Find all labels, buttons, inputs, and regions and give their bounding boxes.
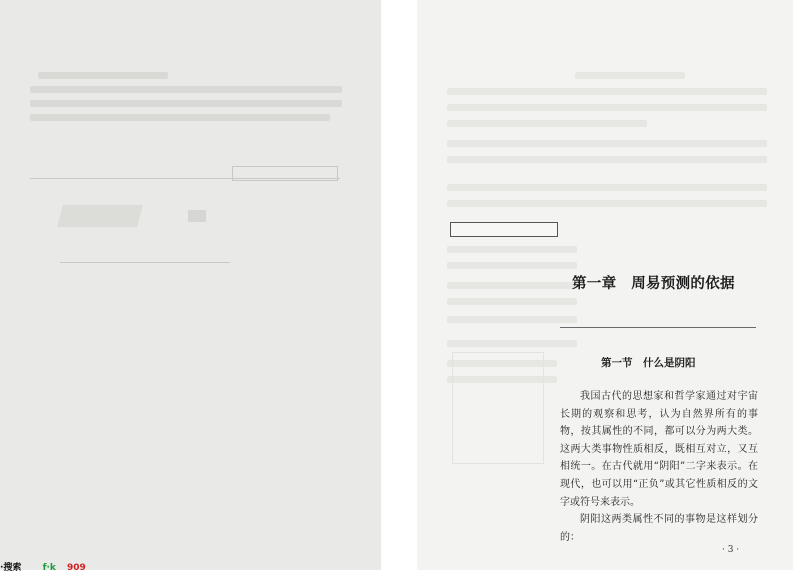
- right-ghost-line: [447, 184, 767, 191]
- body-text: [560, 388, 758, 546]
- chapter-header-box: [450, 222, 558, 237]
- right-ghost-line: [447, 104, 767, 111]
- left-ghost-line: [30, 114, 330, 121]
- right-ghost-line: [447, 88, 767, 95]
- right-ghost-line: [447, 200, 767, 207]
- right-ghost-line: [447, 246, 577, 253]
- corner-label-red: 909: [67, 563, 86, 573]
- section-title: 第一节 什么是阴阳: [601, 357, 696, 369]
- left-ghost-rule: [60, 262, 230, 263]
- corner-label-black: ·搜索: [0, 563, 22, 573]
- left-ghost-chapter-title: [57, 205, 143, 227]
- left-running-header: [38, 72, 168, 79]
- right-ghost-line: [447, 340, 577, 347]
- right-ghost-header: [575, 72, 685, 79]
- right-ghost-line: [447, 298, 577, 305]
- left-ghost-line: [30, 100, 342, 107]
- paragraph: 我国古代的思想家和哲学家通过对宇宙长期的观察和思考，认为自然界所有的事物，按其属性的不同，都可以分为两大类。这两大类事物性质相反，既相互对立，又互相统一。在古代就用“阴阳”二字来表示。在现代，也可以用“正负”或其它性质相反的文字或符号来表示。: [560, 391, 758, 508]
- left-ghost-line: [30, 86, 342, 93]
- corner-watermark-label: [0, 560, 86, 573]
- chapter-rule: [560, 327, 756, 328]
- left-ghost-chapter-number: [188, 210, 206, 222]
- right-ghost-table: [452, 352, 544, 464]
- left-page: [0, 0, 381, 570]
- chapter-title: 第一章 周易预测的依据: [572, 275, 735, 292]
- left-ghost-header-box: [232, 166, 338, 181]
- corner-label-green: f·k: [42, 563, 56, 573]
- paragraph: 阴阳这两类属性不同的事物是这样划分的：: [560, 514, 758, 543]
- right-ghost-line: [447, 316, 577, 323]
- right-ghost-line: [447, 140, 767, 147]
- book-gutter: [381, 0, 417, 570]
- right-ghost-line: [447, 156, 767, 163]
- right-ghost-line: [447, 282, 577, 289]
- page-number: · 3 ·: [722, 545, 740, 555]
- right-ghost-line: [447, 120, 647, 127]
- right-ghost-line: [447, 262, 577, 269]
